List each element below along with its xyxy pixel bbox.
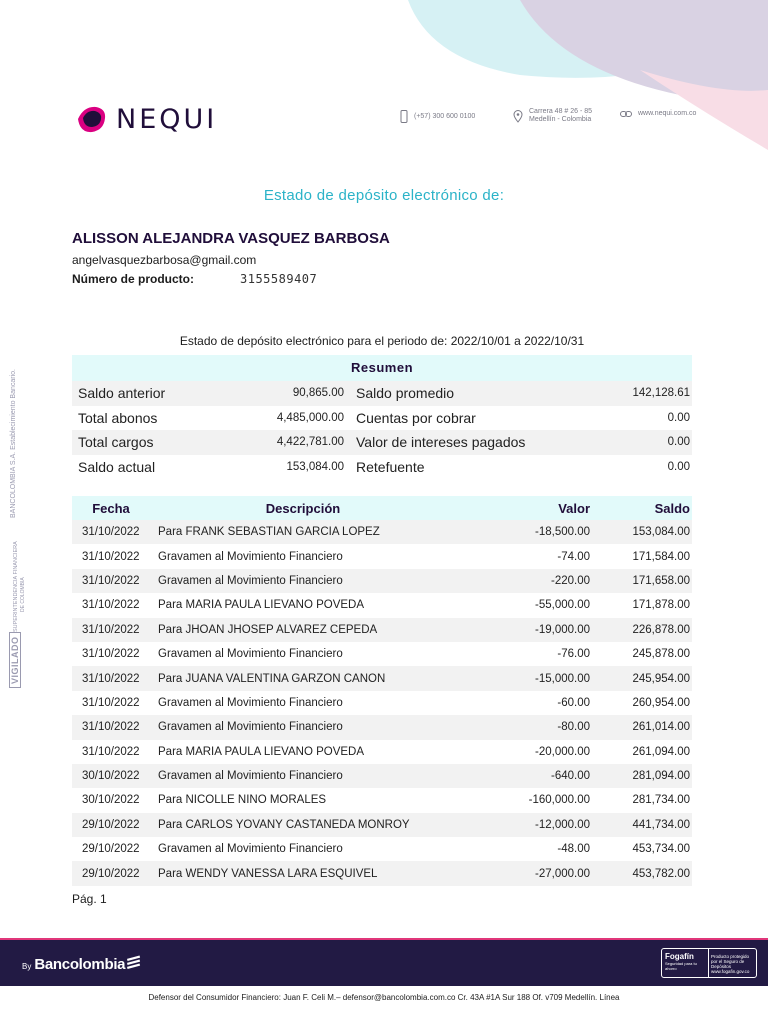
- table-row: [72, 788, 692, 812]
- table-row: [72, 764, 692, 788]
- cell-balance: 171,584.00: [632, 550, 690, 563]
- contact-website[interactable]: www.nequi.com.co: [620, 110, 696, 118]
- cell-date: 31/10/2022: [82, 721, 140, 734]
- cell-balance: 171,878.00: [632, 599, 690, 612]
- link-icon: [620, 110, 632, 118]
- transactions-body: [72, 520, 692, 886]
- cell-description: Para CARLOS YOVANY CASTANEDA MONROY: [158, 818, 410, 831]
- table-row: [72, 618, 692, 642]
- cell-balance: 245,954.00: [632, 672, 690, 685]
- cell-value: -18,500.00: [535, 526, 590, 539]
- page-number: Pág. 1: [72, 892, 107, 906]
- contact-phone: (+57) 300 600 0100: [400, 110, 475, 123]
- table-row: [72, 837, 692, 861]
- cell-date: 29/10/2022: [82, 843, 140, 856]
- table-row: [72, 691, 692, 715]
- table-row: [72, 813, 692, 837]
- cell-balance: 261,094.00: [632, 745, 690, 758]
- bancolombia-logo: By Bancolombia: [22, 955, 141, 973]
- transactions-table: [72, 496, 692, 886]
- cell-date: 31/10/2022: [82, 672, 140, 685]
- cell-description: Gravamen al Movimiento Financiero: [158, 696, 343, 709]
- summary-row: Total abonos 4,485,000.00 Cuentas por cobrar 0.00: [78, 409, 690, 426]
- cell-value: -19,000.00: [535, 623, 590, 636]
- cell-date: 31/10/2022: [82, 550, 140, 563]
- cell-date: 30/10/2022: [82, 794, 140, 807]
- cell-date: 30/10/2022: [82, 770, 140, 783]
- superintendencia-line2: DE COLOMBIA: [20, 577, 26, 612]
- cell-balance: 441,734.00: [632, 818, 690, 831]
- vigilado-stamp: VIGILADO: [9, 632, 21, 688]
- phone-icon: [400, 110, 408, 123]
- cell-date: 31/10/2022: [82, 574, 140, 587]
- cell-value: -76.00: [557, 648, 590, 661]
- cell-value: -160,000.00: [528, 794, 590, 807]
- location-pin-icon: [513, 110, 523, 123]
- cell-value: -20,000.00: [535, 745, 590, 758]
- cell-balance: 245,878.00: [632, 648, 690, 661]
- cell-balance: 453,782.00: [632, 867, 690, 880]
- cell-balance: 171,658.00: [632, 574, 690, 587]
- fogafin-seal: Fogafín Seguridad para tu ahorro Producto protegido por el Seguro de Depósitos www.fogafin.gov.co: [661, 948, 757, 978]
- document-title: Estado de depósito electrónico de:: [263, 187, 505, 204]
- cell-description: Gravamen al Movimiento Financiero: [158, 648, 343, 661]
- cell-balance: 281,734.00: [632, 794, 690, 807]
- cell-value: -640.00: [550, 770, 590, 783]
- cell-date: 29/10/2022: [82, 867, 140, 880]
- account-holder-email: angelvasquezbarbosa@gmail.com: [72, 253, 257, 267]
- cell-balance: 453,734.00: [632, 843, 690, 856]
- cell-description: Gravamen al Movimiento Financiero: [158, 721, 343, 734]
- cell-value: -48.00: [557, 843, 590, 856]
- superintendencia-line1: SUPERINTENDENCIA FINANCIERA: [13, 541, 19, 632]
- summary-row: Total cargos 4,422,781.00 Valor de intereses pagados 0.00: [72, 430, 692, 455]
- cell-description: Gravamen al Movimiento Financiero: [158, 843, 343, 856]
- summary-title: Resumen: [72, 355, 692, 381]
- product-number: 3155589407: [240, 272, 318, 286]
- cell-description: Para JHOAN JHOSEP ALVAREZ CEPEDA: [158, 623, 378, 636]
- cell-balance: 226,878.00: [632, 623, 690, 636]
- cell-date: 31/10/2022: [82, 526, 140, 539]
- cell-value: -220.00: [550, 574, 590, 587]
- cell-balance: 153,084.00: [632, 526, 690, 539]
- cell-balance: 261,014.00: [632, 721, 690, 734]
- cell-description: Para MARIA PAULA LIEVANO POVEDA: [158, 599, 365, 612]
- summary-row: Saldo anterior 90,865.00 Saldo promedio 142,128.61: [72, 381, 692, 406]
- cell-balance: 281,094.00: [632, 770, 690, 783]
- cell-value: -12,000.00: [535, 818, 590, 831]
- cell-value: -55,000.00: [535, 599, 590, 612]
- table-row: [72, 715, 692, 739]
- cell-description: Gravamen al Movimiento Financiero: [158, 574, 343, 587]
- account-holder-name: ALISSON ALEJANDRA VASQUEZ BARBOSA: [72, 230, 390, 247]
- cell-description: Gravamen al Movimiento Financiero: [158, 770, 343, 783]
- summary-table: [72, 355, 692, 479]
- cell-description: Para WENDY VANESSA LARA ESQUIVEL: [158, 867, 378, 880]
- bancolombia-symbol-icon: [127, 955, 141, 969]
- cell-description: Gravamen al Movimiento Financiero: [158, 550, 343, 563]
- header-decoration: [0, 0, 768, 160]
- cell-balance: 260,954.00: [632, 696, 690, 709]
- cell-date: 31/10/2022: [82, 696, 140, 709]
- product-number-label: Número de producto:: [72, 272, 194, 286]
- cell-value: -27,000.00: [535, 867, 590, 880]
- header-value: Valor: [558, 500, 590, 516]
- header-description: Descripción: [265, 500, 341, 516]
- bank-entity-vertical-text: BANCOLOMBIA S.A. Establecimiento Bancario.: [10, 368, 17, 518]
- cell-date: 31/10/2022: [82, 745, 140, 758]
- table-row: [72, 569, 692, 593]
- cell-description: Para NICOLLE NINO MORALES: [158, 794, 327, 807]
- cell-value: -15,000.00: [535, 672, 590, 685]
- cell-description: Para FRANK SEBASTIAN GARCIA LOPEZ: [158, 526, 380, 539]
- cell-date: 31/10/2022: [82, 648, 140, 661]
- transactions-header: [72, 496, 692, 520]
- cell-description: Para JUANA VALENTINA GARZON CANON: [158, 672, 386, 685]
- cell-value: -74.00: [557, 550, 590, 563]
- cell-date: 31/10/2022: [82, 623, 140, 636]
- cell-date: 31/10/2022: [82, 599, 140, 612]
- footer-accent-line: [0, 938, 768, 940]
- header-balance: Saldo: [654, 500, 690, 516]
- cell-value: -60.00: [557, 696, 590, 709]
- summary-row: Saldo actual 153,084.00 Retefuente 0.00: [78, 458, 690, 475]
- table-row: [72, 544, 692, 568]
- table-row: [72, 642, 692, 666]
- consumer-defender-text: Defensor del Consumidor Financiero: Juan F. Celi M.– defensor@bancolombia.com.co Cr. 43A #1A Sur 188 Of. v709 Medellín. Línea: [148, 993, 620, 1002]
- contact-address: Carrera 48 # 26 - 85 Medellín - Colombia: [513, 108, 592, 124]
- table-row: [72, 861, 692, 885]
- cell-description: Para MARIA PAULA LIEVANO POVEDA: [158, 745, 365, 758]
- header-date: Fecha: [92, 500, 130, 516]
- nequi-logo: [74, 103, 217, 135]
- statement-period: Estado de depósito electrónico para el periodo de: 2022/10/01 a 2022/10/31: [179, 334, 585, 348]
- cell-date: 29/10/2022: [82, 818, 140, 831]
- table-row: [72, 740, 692, 764]
- table-row: [72, 666, 692, 690]
- table-row: [72, 520, 692, 544]
- logo-text: NEQUI: [116, 103, 218, 135]
- nequi-logo-icon: [74, 103, 108, 135]
- cell-value: -80.00: [557, 721, 590, 734]
- table-row: [72, 593, 692, 617]
